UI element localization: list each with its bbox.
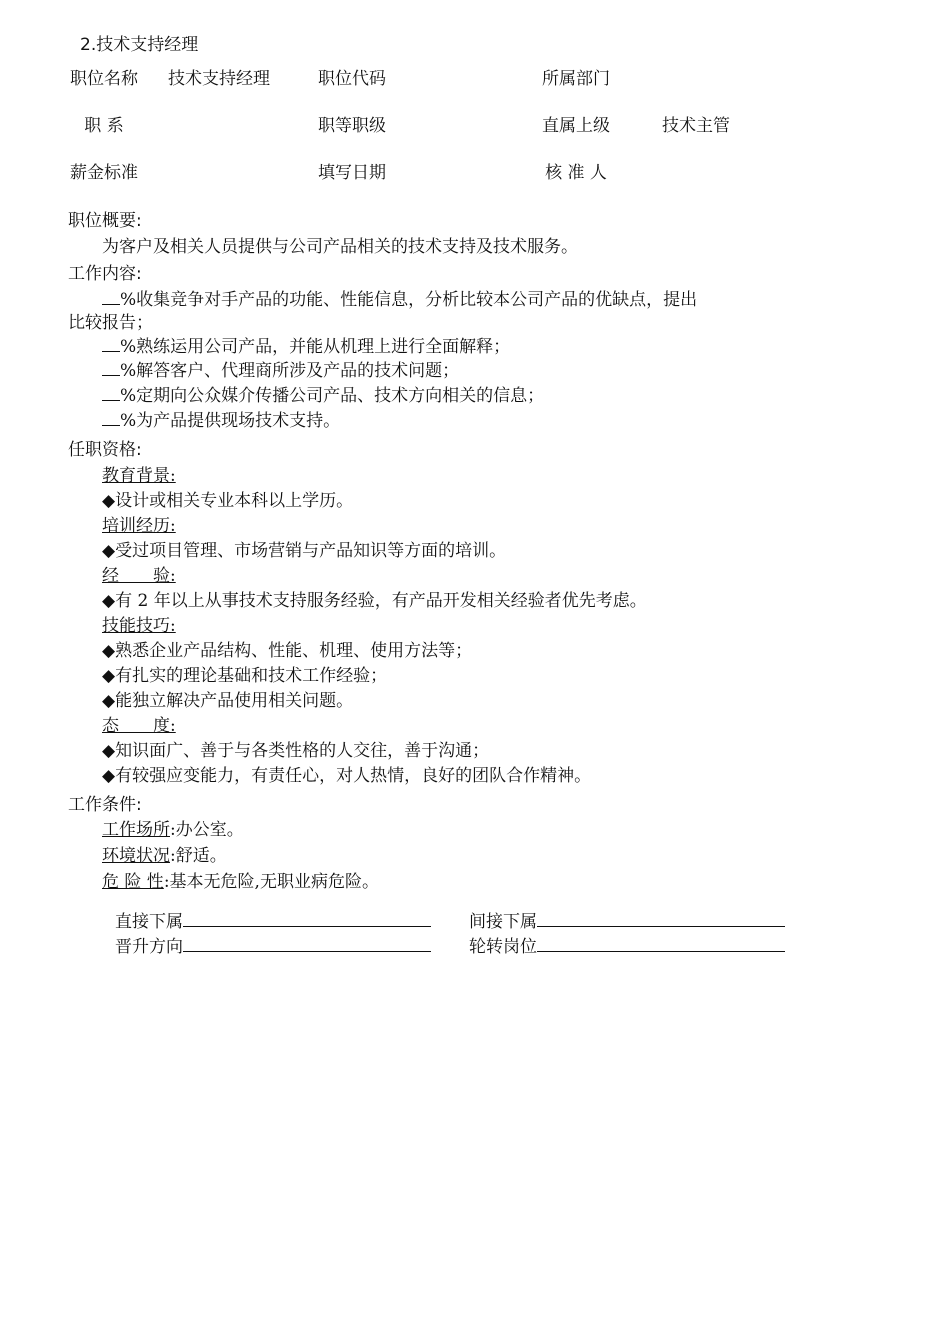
subheading-skills: 技能技巧: [102, 616, 176, 636]
label-grade-level: 职等职级 [318, 116, 386, 136]
position-info-table [68, 68, 788, 209]
bullet-item: ◆知识面广、善于与各类性格的人交往，善于沟通； [102, 741, 490, 761]
section-heading-conditions: 工作条件: [68, 795, 142, 815]
sign-label: 间接下属 [469, 912, 537, 932]
sign-promotion-path [115, 935, 431, 958]
condition-risk [102, 871, 379, 893]
condition-label: 环境状况 [102, 846, 170, 866]
subheading-experience: 经 验: [102, 566, 176, 586]
condition-value: :基本无危险,无职业病危险。 [163, 872, 379, 892]
work-item-text: %解答客户、代理商所涉及产品的技术问题； [120, 361, 460, 381]
info-row [68, 162, 788, 209]
work-item-text: %收集竞争对手产品的功能、性能信息，分析比较本公司产品的优缺点，提出 [120, 290, 698, 310]
sign-indirect-reports [469, 910, 785, 933]
work-item [102, 289, 697, 311]
label-department: 所属部门 [542, 69, 610, 89]
work-item [102, 360, 459, 382]
info-row [68, 68, 788, 115]
label-salary-standard: 薪金标准 [70, 163, 138, 183]
subheading-training: 培训经历: [102, 516, 176, 536]
percent-blank [102, 361, 120, 376]
fill-line [537, 910, 785, 927]
condition-environment [102, 845, 227, 867]
summary-text: 为客户及相关人员提供与公司产品相关的技术支持及技术服务。 [102, 237, 578, 257]
value-direct-superior: 技术主管 [662, 116, 730, 136]
label-position-name: 职位名称 [70, 69, 138, 89]
condition-value: :办公室。 [170, 820, 244, 840]
subheading-education: 教育背景: [102, 466, 176, 486]
bullet-item: ◆设计或相关专业本科以上学历。 [102, 491, 354, 511]
fill-line [183, 910, 431, 927]
sign-label: 晋升方向 [115, 937, 183, 957]
percent-blank [102, 290, 120, 305]
label-direct-superior: 直属上级 [542, 116, 610, 136]
bullet-item: ◆有扎实的理论基础和技术工作经验； [102, 666, 388, 686]
condition-value: :舒适。 [170, 846, 227, 866]
work-item-text: %定期向公众媒介传播公司产品、技术方向相关的信息； [120, 386, 545, 406]
bullet-item: ◆受过项目管理、市场营销与产品知识等方面的培训。 [102, 541, 507, 561]
label-job-family: 职 系 [84, 116, 124, 136]
condition-workplace [102, 819, 244, 841]
section-heading-summary: 职位概要: [68, 211, 142, 231]
bullet-item: ◆有较强应变能力，有责任心，对人热情，良好的团队合作精神。 [102, 766, 592, 786]
work-item-text: %为产品提供现场技术支持。 [120, 411, 341, 431]
work-item-continuation: 比较报告； [68, 313, 153, 333]
bullet-item: ◆有 2 年以上从事技术支持服务经验，有产品开发相关经验者优先考虑。 [102, 591, 647, 611]
work-item [102, 336, 510, 358]
percent-blank [102, 411, 120, 426]
sign-label: 轮转岗位 [469, 937, 537, 957]
percent-blank [102, 337, 120, 352]
label-position-code: 职位代码 [318, 69, 386, 89]
bullet-item: ◆熟悉企业产品结构、性能、机理、使用方法等； [102, 641, 473, 661]
section-heading-work: 工作内容: [68, 264, 142, 284]
work-item [102, 385, 544, 407]
subheading-attitude: 态 度: [102, 716, 176, 736]
value-position-name: 技术支持经理 [168, 69, 270, 89]
condition-label: 工作场所 [102, 820, 170, 840]
bullet-item: ◆能独立解决产品使用相关问题。 [102, 691, 354, 711]
fill-line [537, 935, 785, 952]
section-heading-qualifications: 任职资格: [68, 440, 142, 460]
work-item [102, 410, 340, 432]
label-fill-date: 填写日期 [318, 163, 386, 183]
percent-blank [102, 386, 120, 401]
sign-rotation-positions [469, 935, 785, 958]
document-title: 2.技术支持经理 [80, 35, 199, 55]
fill-line [183, 935, 431, 952]
info-row [68, 115, 788, 162]
label-approver: 核 准 人 [545, 163, 607, 183]
work-item-text: %熟练运用公司产品，并能从机理上进行全面解释； [120, 337, 511, 357]
sign-label: 直接下属 [115, 912, 183, 932]
condition-label: 危 险 性 [102, 872, 164, 892]
sign-direct-reports [115, 910, 431, 933]
